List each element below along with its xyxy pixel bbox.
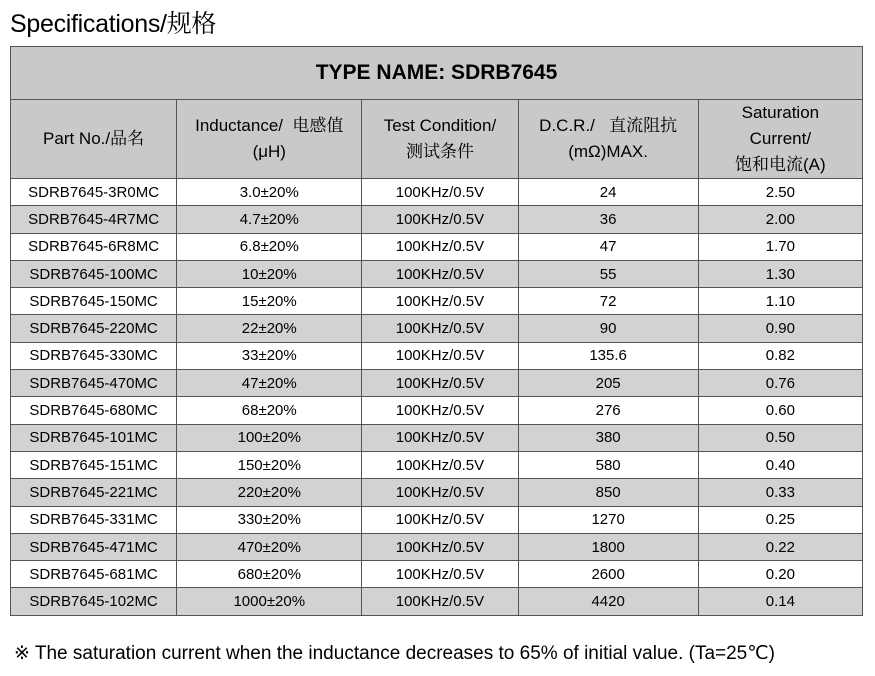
saturation-current-cell: 1.70	[698, 233, 862, 260]
part-no-cell: SDRB7645-6R8MC	[11, 233, 177, 260]
part-no-cell: SDRB7645-471MC	[11, 533, 177, 560]
dcr-cell: 47	[518, 233, 698, 260]
saturation-current-cell: 2.00	[698, 206, 862, 233]
footnote: ※ The saturation current when the inductance decreases to 65% of initial value. (Ta=25℃)	[14, 643, 775, 664]
saturation-current-cell: 0.76	[698, 370, 862, 397]
inductance-cell: 4.7±20%	[177, 206, 362, 233]
dcr-cell: 1270	[518, 506, 698, 533]
header-inductance-line: Inductance/ 电感值	[195, 116, 344, 135]
part-no-cell: SDRB7645-221MC	[11, 479, 177, 506]
spec-table-body	[11, 179, 863, 616]
saturation-current-cell: 0.20	[698, 561, 862, 588]
inductance-cell: 220±20%	[177, 479, 362, 506]
table-row	[11, 533, 863, 560]
test-condition-cell: 100KHz/0.5V	[362, 206, 518, 233]
table-row	[11, 179, 863, 206]
part-no-cell: SDRB7645-102MC	[11, 588, 177, 615]
inductance-cell: 150±20%	[177, 451, 362, 478]
dcr-cell: 55	[518, 260, 698, 287]
inductance-cell: 680±20%	[177, 561, 362, 588]
dcr-cell: 380	[518, 424, 698, 451]
header-saturation-line1: Saturation	[741, 103, 820, 122]
part-no-cell: SDRB7645-680MC	[11, 397, 177, 424]
part-no-cell: SDRB7645-100MC	[11, 260, 177, 287]
type-name-cell: TYPE NAME: SDRB7645	[11, 47, 863, 100]
header-dcr-line: D.C.R./ 直流阻抗	[539, 116, 678, 135]
dcr-cell: 24	[518, 179, 698, 206]
header-part-no-line: Part No./品名	[43, 129, 145, 148]
part-no-cell: SDRB7645-150MC	[11, 288, 177, 315]
dcr-cell: 72	[518, 288, 698, 315]
saturation-current-cell: 0.33	[698, 479, 862, 506]
inductance-cell: 33±20%	[177, 342, 362, 369]
header-dcr	[518, 100, 698, 179]
inductance-cell: 68±20%	[177, 397, 362, 424]
table-row	[11, 260, 863, 287]
table-row	[11, 315, 863, 342]
dcr-cell: 36	[518, 206, 698, 233]
saturation-current-cell: 0.40	[698, 451, 862, 478]
test-condition-cell: 100KHz/0.5V	[362, 288, 518, 315]
test-condition-cell: 100KHz/0.5V	[362, 561, 518, 588]
dcr-cell: 1800	[518, 533, 698, 560]
saturation-current-cell: 0.82	[698, 342, 862, 369]
dcr-cell: 4420	[518, 588, 698, 615]
table-row	[11, 370, 863, 397]
saturation-current-cell: 1.30	[698, 260, 862, 287]
test-condition-cell: 100KHz/0.5V	[362, 233, 518, 260]
dcr-cell: 205	[518, 370, 698, 397]
dcr-cell: 90	[518, 315, 698, 342]
table-row	[11, 342, 863, 369]
inductance-cell: 100±20%	[177, 424, 362, 451]
inductance-cell: 6.8±20%	[177, 233, 362, 260]
table-row	[11, 206, 863, 233]
table-row	[11, 424, 863, 451]
table-row	[11, 479, 863, 506]
table-row	[11, 588, 863, 615]
table-row	[11, 561, 863, 588]
inductance-cell: 3.0±20%	[177, 179, 362, 206]
table-row	[11, 451, 863, 478]
header-saturation-line2: Current/	[749, 129, 812, 148]
column-header-row	[11, 100, 863, 179]
header-test-condition-line: Test Condition/	[383, 116, 497, 135]
part-no-cell: SDRB7645-330MC	[11, 342, 177, 369]
saturation-current-cell: 0.25	[698, 506, 862, 533]
header-part-no	[11, 100, 177, 179]
inductance-cell: 330±20%	[177, 506, 362, 533]
saturation-current-cell: 0.14	[698, 588, 862, 615]
spec-table	[10, 46, 863, 616]
part-no-cell: SDRB7645-470MC	[11, 370, 177, 397]
dcr-cell: 135.6	[518, 342, 698, 369]
saturation-current-cell: 0.90	[698, 315, 862, 342]
part-no-cell: SDRB7645-4R7MC	[11, 206, 177, 233]
dcr-cell: 580	[518, 451, 698, 478]
saturation-current-cell: 1.10	[698, 288, 862, 315]
header-saturation	[698, 100, 862, 179]
part-no-cell: SDRB7645-3R0MC	[11, 179, 177, 206]
test-condition-cell: 100KHz/0.5V	[362, 315, 518, 342]
saturation-current-cell: 0.22	[698, 533, 862, 560]
part-no-cell: SDRB7645-220MC	[11, 315, 177, 342]
test-condition-cell: 100KHz/0.5V	[362, 179, 518, 206]
header-inductance-unit: (μH)	[252, 142, 286, 161]
header-inductance	[177, 100, 362, 179]
part-no-cell: SDRB7645-681MC	[11, 561, 177, 588]
test-condition-cell: 100KHz/0.5V	[362, 397, 518, 424]
inductance-cell: 10±20%	[177, 260, 362, 287]
saturation-current-cell: 2.50	[698, 179, 862, 206]
inductance-cell: 22±20%	[177, 315, 362, 342]
test-condition-cell: 100KHz/0.5V	[362, 342, 518, 369]
header-test-condition	[362, 100, 518, 179]
test-condition-cell: 100KHz/0.5V	[362, 479, 518, 506]
page-title: Specifications/规格	[10, 10, 217, 38]
dcr-cell: 850	[518, 479, 698, 506]
header-saturation-line3: 饱和电流(A)	[735, 155, 826, 174]
part-no-cell: SDRB7645-101MC	[11, 424, 177, 451]
test-condition-cell: 100KHz/0.5V	[362, 370, 518, 397]
header-test-condition-zh: 测试条件	[405, 142, 474, 161]
table-row	[11, 288, 863, 315]
table-row	[11, 506, 863, 533]
part-no-cell: SDRB7645-331MC	[11, 506, 177, 533]
inductance-cell: 1000±20%	[177, 588, 362, 615]
test-condition-cell: 100KHz/0.5V	[362, 533, 518, 560]
inductance-cell: 470±20%	[177, 533, 362, 560]
test-condition-cell: 100KHz/0.5V	[362, 506, 518, 533]
test-condition-cell: 100KHz/0.5V	[362, 424, 518, 451]
saturation-current-cell: 0.60	[698, 397, 862, 424]
test-condition-cell: 100KHz/0.5V	[362, 451, 518, 478]
table-row	[11, 397, 863, 424]
test-condition-cell: 100KHz/0.5V	[362, 588, 518, 615]
test-condition-cell: 100KHz/0.5V	[362, 260, 518, 287]
inductance-cell: 15±20%	[177, 288, 362, 315]
saturation-current-cell: 0.50	[698, 424, 862, 451]
table-row	[11, 233, 863, 260]
dcr-cell: 2600	[518, 561, 698, 588]
header-dcr-unit: (mΩ)MAX.	[568, 142, 648, 161]
type-name-row	[11, 47, 863, 100]
part-no-cell: SDRB7645-151MC	[11, 451, 177, 478]
inductance-cell: 47±20%	[177, 370, 362, 397]
dcr-cell: 276	[518, 397, 698, 424]
